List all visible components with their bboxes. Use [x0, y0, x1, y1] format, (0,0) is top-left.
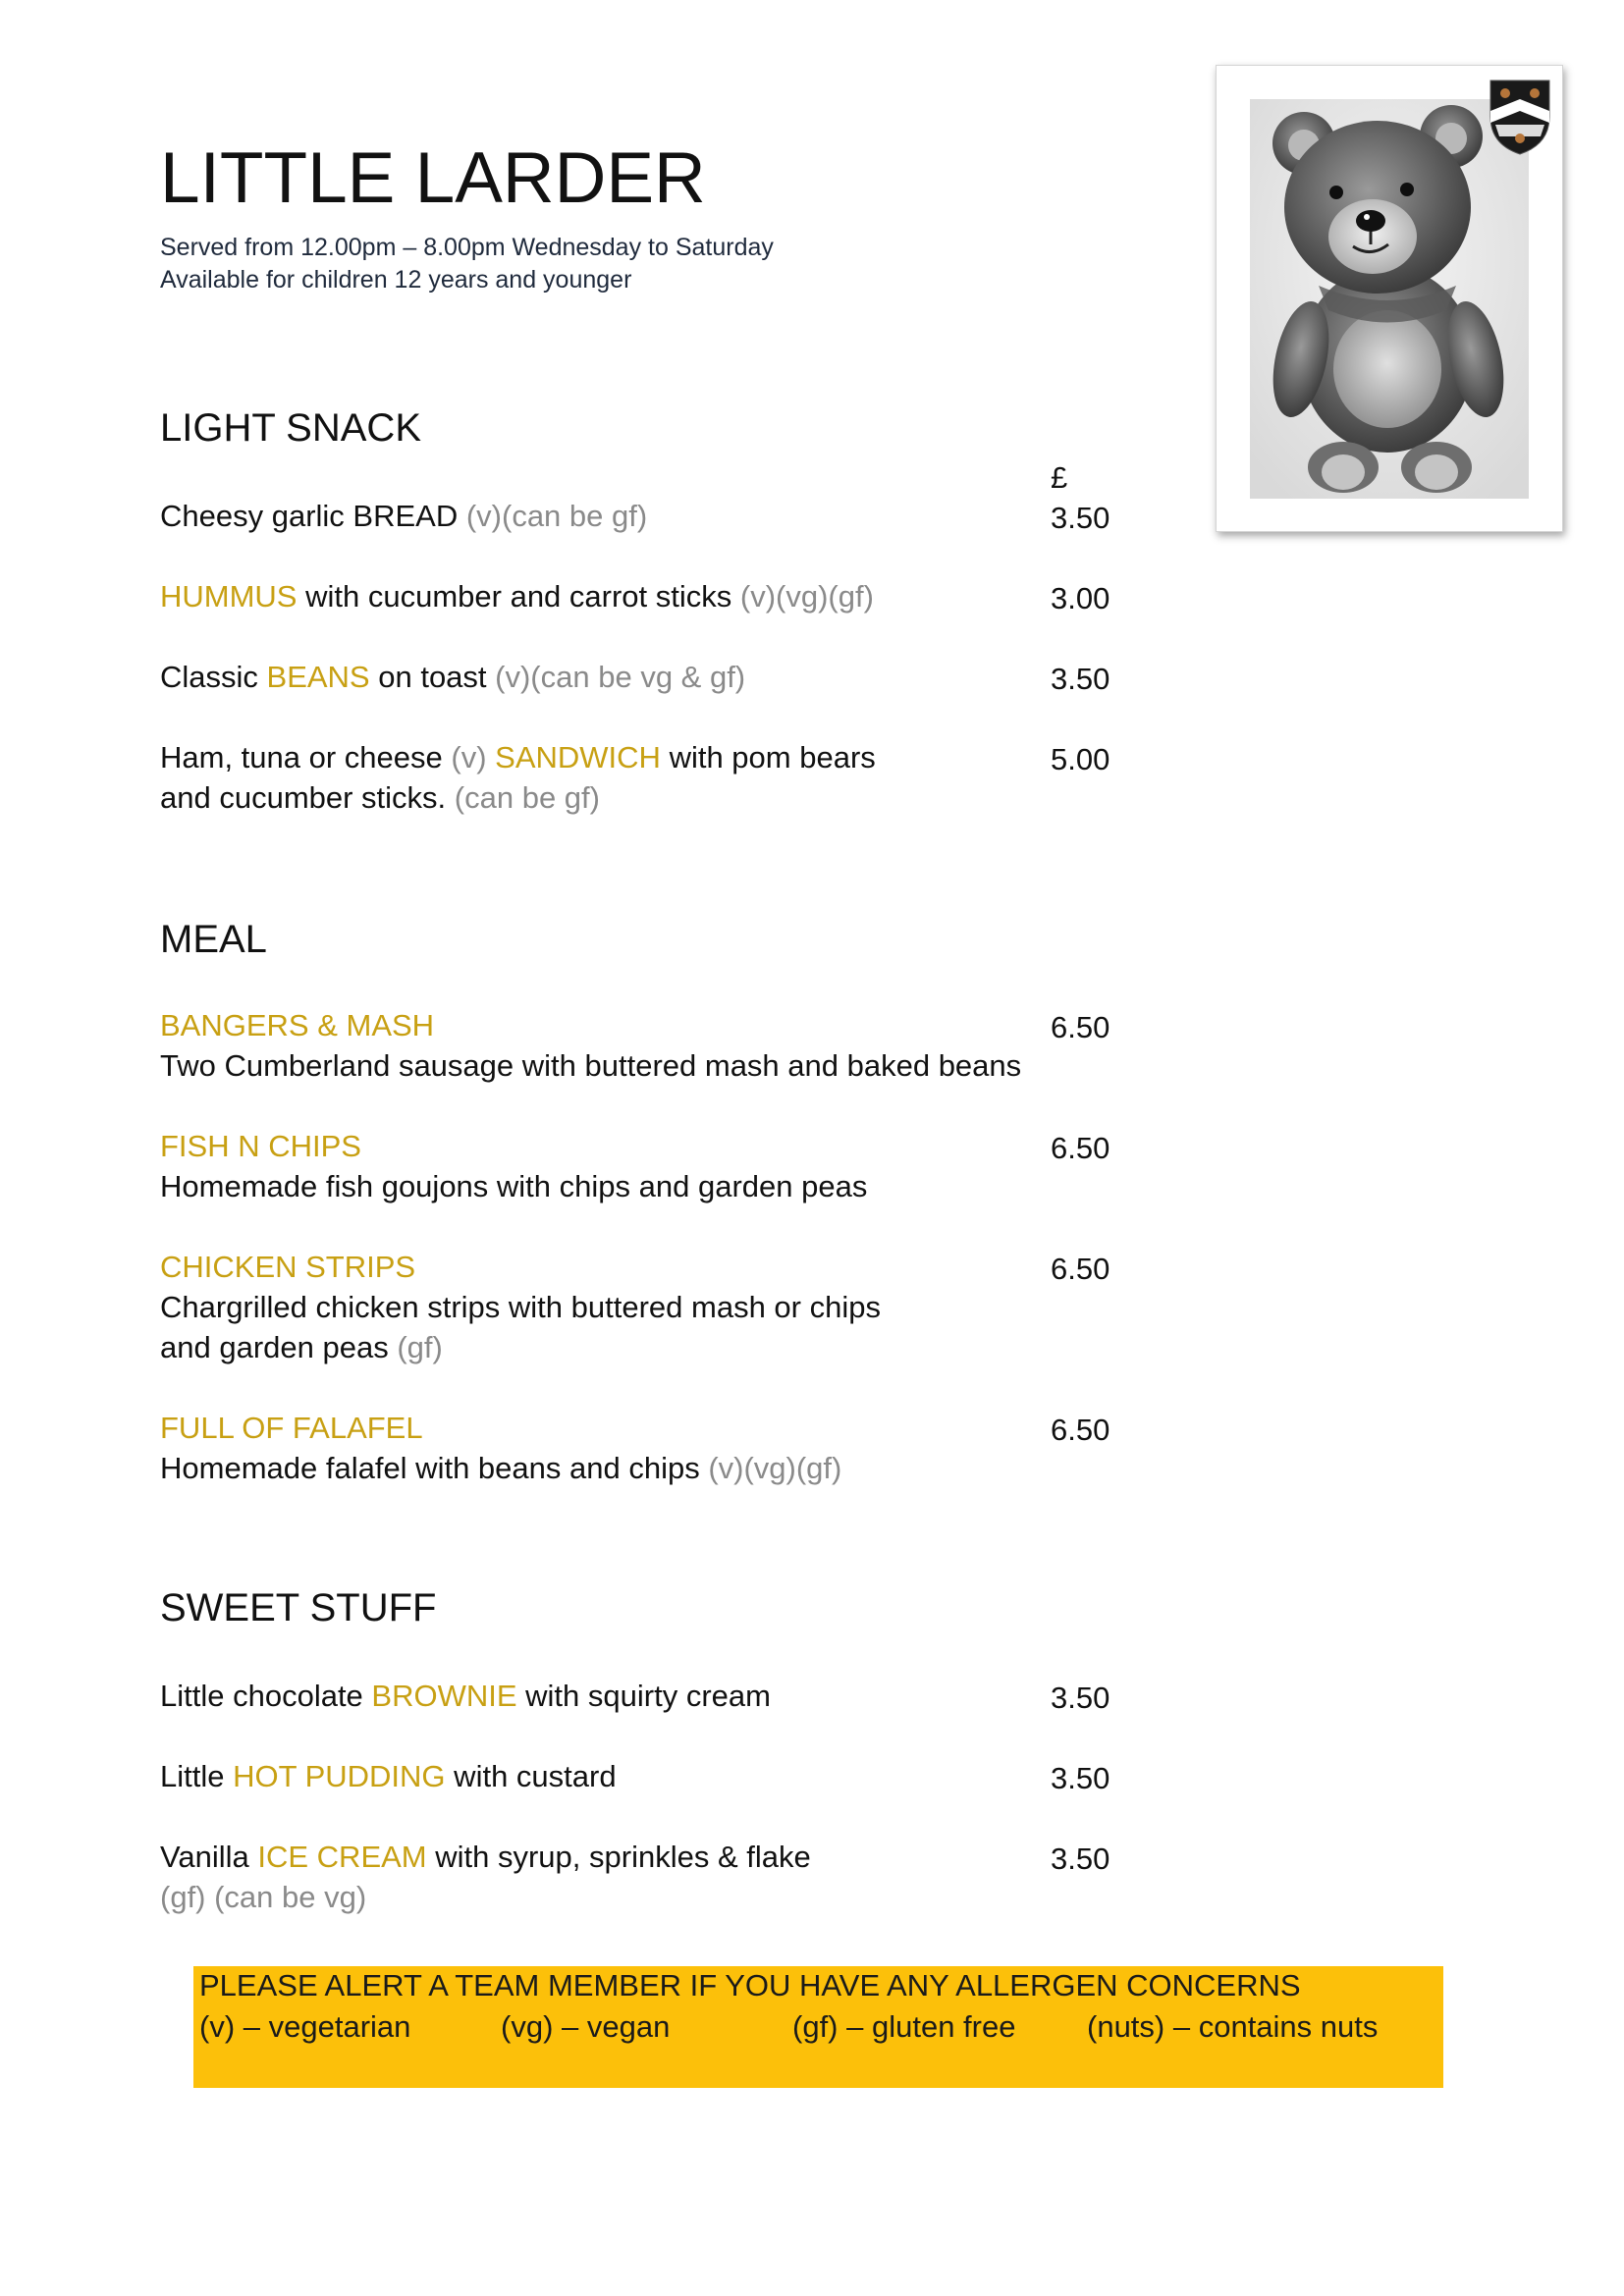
item-text: Little chocolate: [160, 1679, 372, 1713]
menu-title: LITTLE LARDER: [160, 138, 706, 218]
allergen-key-vegetarian: (v) – vegetarian: [199, 2009, 411, 2044]
crest-shield-icon: [1488, 78, 1552, 156]
price-hot-pudding: 3.50: [1051, 1761, 1110, 1795]
price-chicken-strips: 6.50: [1051, 1252, 1110, 1286]
menu-item-sandwich: [160, 738, 876, 777]
dietary-tag: (gf) (can be vg): [160, 1880, 367, 1914]
item-text: on toast: [369, 660, 496, 694]
coat-of-arms-icon: [1488, 78, 1552, 156]
price-hummus: 3.00: [1051, 581, 1110, 615]
dietary-tag: (v)(can be gf): [465, 499, 648, 533]
item-text: Little: [160, 1759, 234, 1793]
item-text: and garden peas: [160, 1330, 398, 1364]
menu-item-sandwich-line2: [160, 778, 600, 818]
dietary-tag: (can be gf): [454, 780, 600, 815]
menu-item-falafel-desc: [160, 1449, 841, 1488]
item-text: Chargrilled chicken strips with buttered mash or chips: [160, 1290, 881, 1324]
menu-item-cheesy-garlic-bread: [160, 497, 647, 536]
teddy-bear-illustration: [1250, 99, 1529, 499]
dish-name: HOT PUDDING: [233, 1759, 446, 1793]
allergen-key-vegan: (vg) – vegan: [501, 2009, 671, 2044]
menu-item-bangers-mash: [160, 1006, 434, 1045]
menu-item-ice-cream-line2: [160, 1878, 366, 1917]
dish-name: HUMMUS: [160, 579, 298, 614]
dietary-tag: (v)(vg)(gf): [739, 579, 874, 614]
item-text: Ham, tuna or cheese: [160, 740, 452, 774]
item-text: Classic: [160, 660, 267, 694]
item-text: Cheesy garlic BREAD: [160, 499, 466, 533]
dish-name: FISH N CHIPS: [160, 1129, 361, 1163]
dish-name: BEANS: [266, 660, 370, 694]
price-beans: 3.50: [1051, 662, 1110, 696]
serving-times: Served from 12.00pm – 8.00pm Wednesday to Saturday: [160, 234, 774, 261]
item-text: with squirty cream: [516, 1679, 771, 1713]
age-note: Available for children 12 years and younger: [160, 266, 632, 294]
menu-item-chicken-strips: [160, 1248, 415, 1287]
price-fish-n-chips: 6.50: [1051, 1131, 1110, 1165]
menu-item-fish-n-chips: [160, 1127, 361, 1166]
menu-item-ice-cream: [160, 1838, 811, 1877]
dish-name: BANGERS & MASH: [160, 1008, 435, 1042]
item-text: [487, 740, 496, 774]
dietary-tag: (v): [451, 740, 487, 774]
dish-name: FULL OF FALAFEL: [160, 1411, 423, 1445]
dietary-tag: (gf): [397, 1330, 443, 1364]
item-text: Homemade fish goujons with chips and garden peas: [160, 1169, 868, 1203]
price-bangers-mash: 6.50: [1051, 1010, 1110, 1044]
item-text: with syrup, sprinkles & flake: [426, 1840, 811, 1874]
dish-name: ICE CREAM: [257, 1840, 427, 1874]
price-ice-cream: 3.50: [1051, 1842, 1110, 1876]
menu-item-falafel: [160, 1409, 423, 1448]
menu-item-fish-n-chips-desc: [160, 1167, 867, 1206]
dish-name: BROWNIE: [371, 1679, 517, 1713]
item-text: with pom bears: [660, 740, 876, 774]
dietary-tag: (v)(can be vg & gf): [495, 660, 746, 694]
section-title-sweet-stuff: SWEET STUFF: [160, 1586, 437, 1629]
currency-symbol: £: [1051, 460, 1068, 495]
teddy-bear-photo: [1250, 99, 1529, 499]
dish-name: CHICKEN STRIPS: [160, 1250, 416, 1284]
allergen-key-gluten-free: (gf) – gluten free: [792, 2009, 1016, 2044]
price-brownie: 3.50: [1051, 1681, 1110, 1715]
item-text: Vanilla: [160, 1840, 258, 1874]
item-text: and cucumber sticks.: [160, 780, 455, 815]
dish-name: SANDWICH: [495, 740, 661, 774]
item-text: with cucumber and carrot sticks: [297, 579, 740, 614]
menu-item-bangers-mash-desc: [160, 1046, 1021, 1086]
price-falafel: 6.50: [1051, 1413, 1110, 1447]
menu-item-beans: [160, 658, 745, 697]
section-title-meal: MEAL: [160, 918, 267, 961]
item-text: Homemade falafel with beans and chips: [160, 1451, 709, 1485]
allergen-key-nuts: (nuts) – contains nuts: [1087, 2009, 1379, 2044]
section-title-light-snack: LIGHT SNACK: [160, 406, 421, 450]
dietary-tag: (v)(vg)(gf): [708, 1451, 842, 1485]
allergen-notice-title: PLEASE ALERT A TEAM MEMBER IF YOU HAVE ANY ALLERGEN CONCERNS: [199, 1968, 1301, 2002]
menu-item-brownie: [160, 1677, 771, 1716]
menu-item-chicken-strips-desc: [160, 1288, 881, 1327]
item-text: Two Cumberland sausage with buttered mash and baked beans: [160, 1048, 1022, 1083]
menu-item-hot-pudding: [160, 1757, 617, 1796]
price-sandwich: 5.00: [1051, 742, 1110, 776]
price-cheesy-garlic-bread: 3.50: [1051, 501, 1110, 535]
menu-item-chicken-strips-desc2: [160, 1328, 443, 1367]
menu-item-hummus: [160, 577, 874, 616]
item-text: with custard: [445, 1759, 617, 1793]
